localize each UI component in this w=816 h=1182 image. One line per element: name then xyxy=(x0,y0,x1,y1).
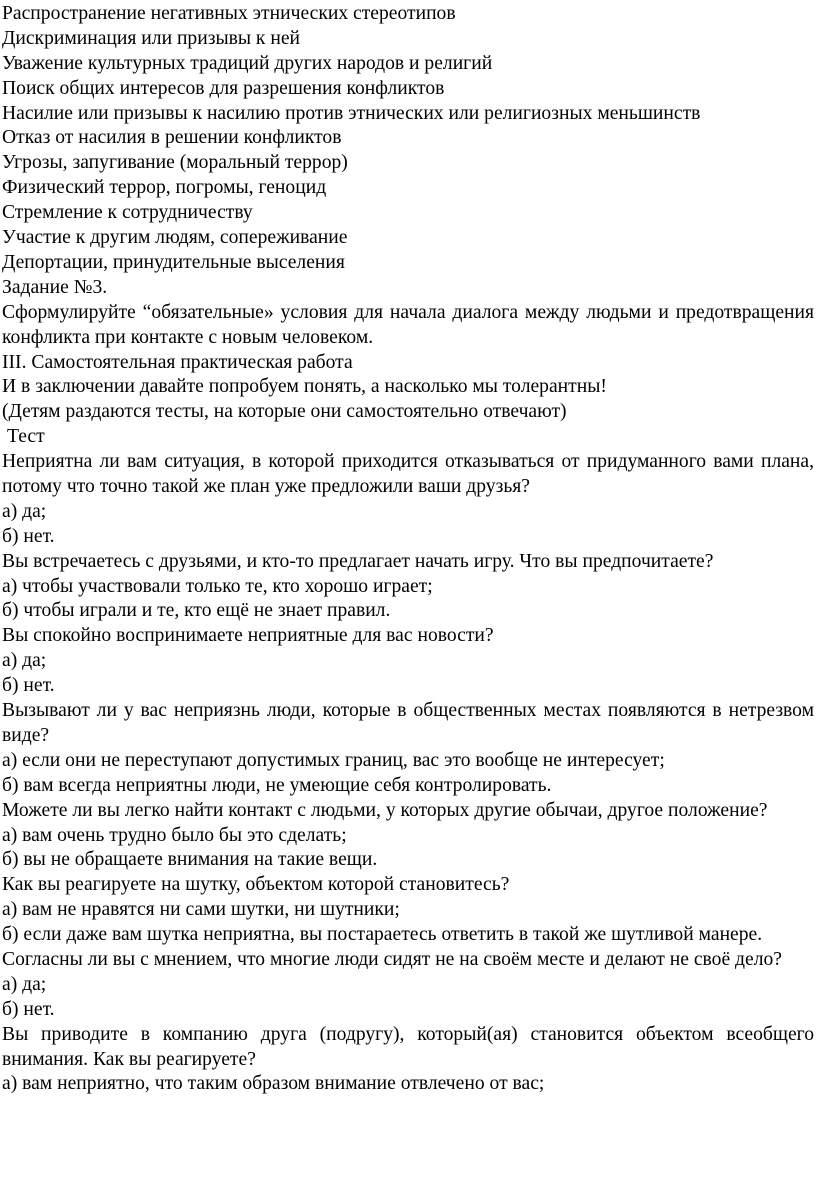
section-intro: И в заключении давайте попробуем понять, а насколько мы толерантны! xyxy=(2,376,607,398)
test-title: Тест xyxy=(7,426,45,448)
answer-option: а) вам не нравятся ни сами шутки, ни шутники; xyxy=(2,899,400,921)
task-title: Задание №3. xyxy=(2,276,108,298)
list-item: Угрозы, запугивание (моральный террор) xyxy=(2,152,348,174)
question-text: Вы приводите в компанию друга (подругу), который(ая) становится объектом всеобщего внимания. Как вы реагируете? xyxy=(2,1023,814,1070)
section-heading: III. Самостоятельная практическая работа xyxy=(2,351,353,373)
list-item: Депортации, принудительные выселения xyxy=(2,251,345,273)
list-item: Уважение культурных традиций других народов и религий xyxy=(2,52,493,74)
question-text: Вызывают ли у вас неприязнь люди, которые в общественных местах появляются в нетрезвом виде? xyxy=(2,700,814,746)
list-item: Дискриминация или призывы к ней xyxy=(2,27,301,49)
answer-option: б) нет. xyxy=(2,998,55,1020)
answer-option: а) да; xyxy=(2,500,47,522)
list-item: Стремление к сотрудничеству xyxy=(2,202,253,224)
list-item: Отказ от насилия в решении конфликтов xyxy=(2,127,342,149)
list-item: Физический террор, погромы, геноцид xyxy=(2,177,327,199)
list-item: Насилие или призывы к насилию против этнических или религиозных меньшинств xyxy=(2,102,701,124)
answer-option: б) если даже вам шутка неприятна, вы постараетесь ответить в такой же шутливой манере. xyxy=(2,924,763,946)
question-text: Согласны ли вы с мнением, что многие люди сидят не на своём месте и делают не своё дело? xyxy=(2,948,782,970)
answer-option: б) чтобы играли и те, кто ещё не знает правил. xyxy=(2,600,391,622)
answer-option: а) да; xyxy=(2,973,47,995)
task-text: Сформулируйте “обязательные» условия для начала диалога между людьми и предотвращения конфликта при контакте с новым человеком. xyxy=(2,301,814,348)
list-item: Распространение негативных этнических стереотипов xyxy=(2,3,456,24)
question-text: Вы встречаетесь с друзьями, и кто-то предлагает начать игру. Что вы предпочитаете? xyxy=(2,550,714,572)
answer-option: а) чтобы участвовали только те, кто хорошо играет; xyxy=(2,575,433,597)
answer-option: а) вам очень трудно было бы это сделать; xyxy=(2,824,347,846)
answer-option: б) нет. xyxy=(2,675,55,697)
answer-option: а) вам неприятно, что таким образом внимание отвлечено от вас; xyxy=(2,1073,545,1095)
list-item: Поиск общих интересов для разрешения конфликтов xyxy=(2,77,445,99)
question-text: Как вы реагируете на шутку, объектом которой становитесь? xyxy=(2,874,510,896)
section-note: (Детям раздаются тесты, на которые они самостоятельно отвечают) xyxy=(2,401,567,423)
answer-option: а) да; xyxy=(2,650,47,672)
list-item: Участие к другим людям, сопереживание xyxy=(2,227,348,249)
question-text: Неприятна ли вам ситуация, в которой приходится отказываться от придуманного вами плана, потому что точно такой же план уже предложили ваши друзья? xyxy=(2,451,814,497)
answer-option: б) вам всегда неприятны люди, не умеющие себя контролировать. xyxy=(2,774,552,796)
answer-option: б) нет. xyxy=(2,525,55,547)
question-text: Вы спокойно воспринимаете неприятные для вас новости? xyxy=(2,625,494,647)
answer-option: а) если они не переступают допустимых границ, вас это вообще не интересует; xyxy=(2,749,665,771)
question-text: Можете ли вы легко найти контакт с людьми, у которых другие обычаи, другое положение? xyxy=(2,799,768,821)
answer-option: б) вы не обращаете внимания на такие вещи. xyxy=(2,849,378,871)
